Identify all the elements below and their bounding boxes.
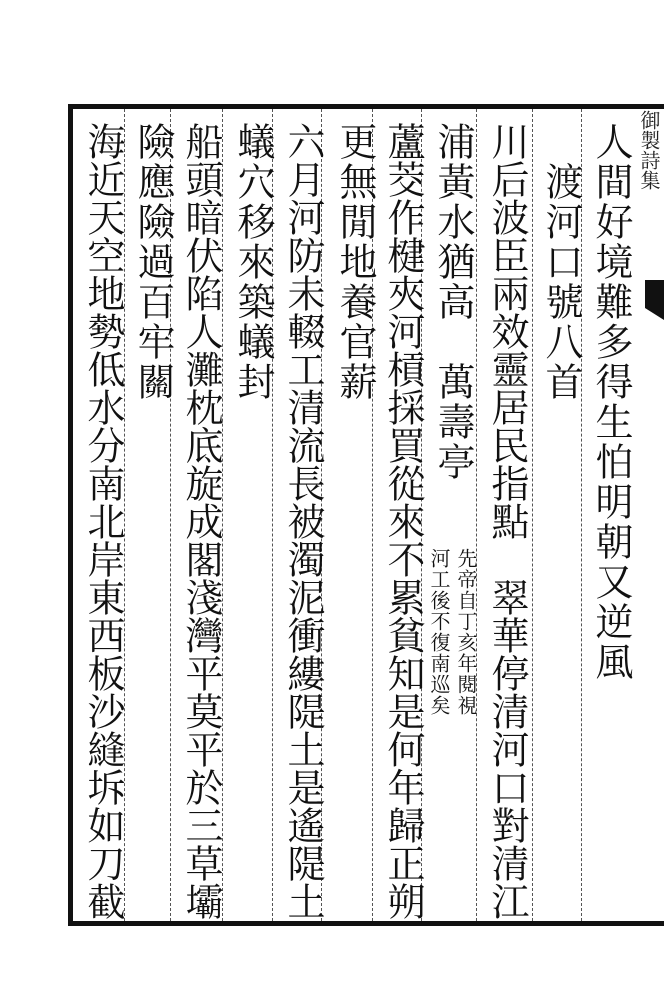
text-column-10: 險應險過百牢關 [131,122,175,402]
text-column-4: 浦黃水猶高 萬壽亭 [431,122,475,482]
text-column-8: 蟻穴移來築蟻封 [231,122,275,402]
text-column-1: 人間好境難多得生怕明朝又逆風 [589,122,633,682]
text-column-2: 渡河口號八首 [539,122,583,402]
text-column-5: 蘆茭作楗夾河槓採買從來不累貧知是何年歸正朔 [381,122,425,920]
annotation-right: 先帝自丁亥年閱視 [454,548,478,716]
annotation-left: 河工後不復南巡矣 [427,548,451,716]
text-column-9: 船頭暗伏陷人灘枕底旋成閣淺灣平莫平於三草壩 [179,122,223,920]
column-divider [476,109,477,921]
text-column-7: 六月河防未輟工清流長被濁泥衝縷隄土是遙隄土 [281,122,325,920]
binding-edge-text: 御製詩集 [637,110,661,190]
text-column-6: 更無閒地養官薪 [333,122,377,402]
column-divider [532,109,533,921]
text-column-11: 海近天空地勢低水分南北岸東西板沙縫坼如刀截 [81,122,125,920]
text-column-3: 川后波臣兩效靈居民指點 翠華停清河口對清江 [485,122,529,920]
